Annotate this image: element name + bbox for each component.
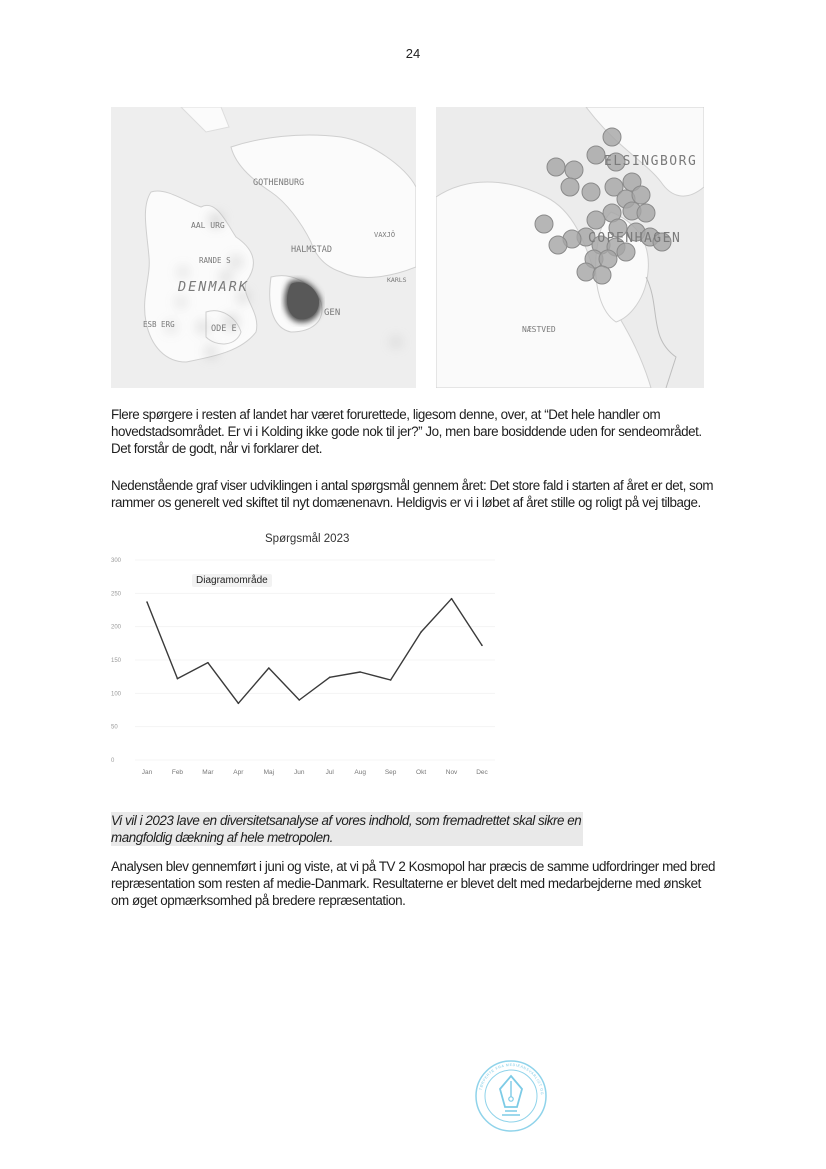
line-chart [105, 548, 505, 783]
seal-logo [474, 1059, 548, 1133]
data-point [359, 671, 361, 673]
x-tick-label: Sep [384, 769, 397, 776]
plot-area-label: Diagramområde [192, 574, 272, 587]
label-odense: ODE E [211, 324, 237, 334]
y-tick-label: 100 [111, 691, 122, 698]
label-vaxjo: VAXJÖ [374, 231, 396, 239]
label-copenhagen: GEN [324, 308, 341, 318]
line-chart-svg [105, 548, 505, 783]
data-point [298, 699, 300, 701]
label-esbjerg: ESB ERG [143, 320, 175, 329]
data-point [329, 677, 331, 679]
label-helsingborg: ELSINGBORG [604, 154, 698, 169]
series-line [147, 599, 482, 704]
x-tick-label: Maj [263, 769, 275, 776]
label-gothenburg: GOTHENBURG [253, 178, 305, 188]
data-point [268, 667, 270, 669]
paragraph-intro: Flere spørgere i resten af landet har været forurettede, ligesom denne, over, at “Det hele handler om hovedstadsområdet. Er vi i Kolding ikke gode nok til jer?” Jo, men bare bosiddende uden for sendeområdet. Det forstår de godt, når vi forklarer det. [111, 407, 702, 456]
x-tick-label: Mar [202, 769, 214, 776]
x-tick-label: Jun [294, 769, 305, 776]
y-tick-label: 300 [111, 558, 122, 564]
highlighted-statement-line-2: mangfoldig dækning af hele metropolen. [111, 830, 333, 845]
y-tick-label: 200 [111, 624, 122, 631]
x-tick-label: Nov [445, 769, 458, 776]
data-point [390, 679, 392, 681]
label-karlshamn: KARLS [387, 276, 407, 284]
highlighted-statement-line-1: Vi vil i 2023 lave en diversitetsanalyse af vores indhold, som fremadrettet skal sikre en [111, 813, 582, 828]
y-tick-label: 250 [111, 591, 122, 598]
highlighted-statement [111, 812, 583, 846]
paragraph-analysis: Analysen blev gennemført i juni og viste, at vi på TV 2 Kosmopol har præcis de samme udfordringer med bred repræsentation som resten af medie-Danmark. Resultaterne er blevet delt med medarbejderne med ønsket om øget opmærksomhed på bredere repræsentation. [111, 859, 716, 908]
x-tick-label: Apr [233, 769, 244, 776]
x-tick-label: Aug [354, 769, 366, 776]
data-point [207, 662, 209, 664]
label-denmark: DENMARK [178, 279, 249, 295]
label-copenhagen-right: COPENHAGEN [588, 231, 682, 246]
label-aalborg: AAL URG [191, 221, 225, 230]
seal-text: TØRPERTE FRA MEDIEANSVARLIGT OG [478, 1062, 545, 1096]
x-tick-label: Okt [416, 769, 427, 776]
label-randers: RANDE S [199, 256, 231, 265]
data-point [481, 645, 483, 647]
label-halmstad: HALMSTAD [291, 245, 332, 255]
paragraph-graph-description: Nedenstående graf viser udviklingen i antal spørgsmål gennem året: Det store fald i starten af året er det, som rammer os generelt ved skiftet til nyt domænenavn. Heldigvis er vi i løbet af året stille og roligt på vej tilbage. [111, 478, 714, 510]
page-number: 24 [405, 46, 421, 61]
heatmap-denmark [111, 107, 416, 388]
x-tick-label: Dec [476, 769, 488, 776]
y-tick-label: 50 [111, 724, 118, 731]
data-point [451, 598, 453, 600]
y-tick-label: 150 [111, 658, 122, 664]
y-tick-label: 0 [111, 758, 115, 764]
data-point [420, 631, 422, 633]
data-point [177, 678, 179, 680]
x-tick-label: Jul [325, 769, 334, 776]
data-point [146, 601, 148, 603]
x-tick-label: Jan [141, 769, 153, 776]
bubble-map-copenhagen [436, 107, 704, 388]
x-tick-label: Feb [171, 769, 184, 776]
data-point [238, 703, 240, 705]
label-naestved: NÆSTVED [522, 325, 556, 334]
chart-title: Spørgsmål 2023 [265, 533, 350, 545]
